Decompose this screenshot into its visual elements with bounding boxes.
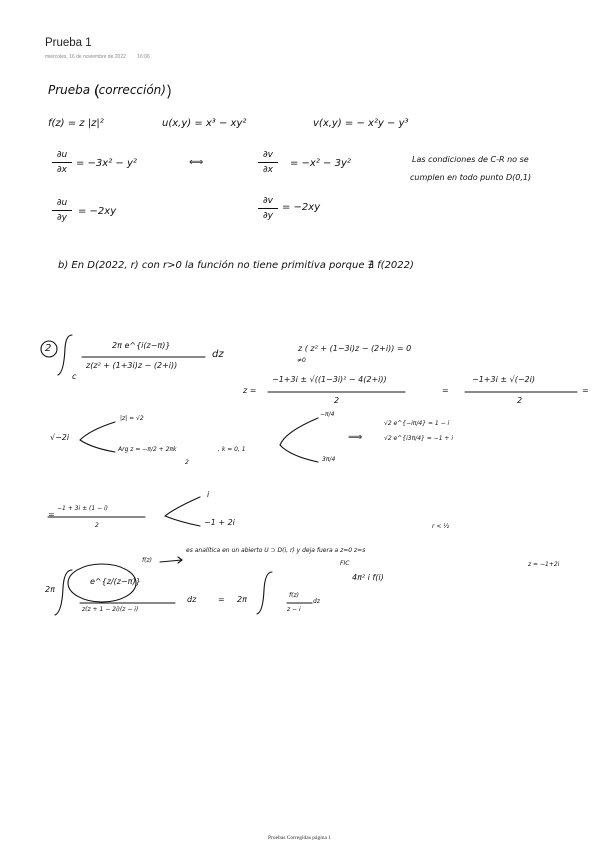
branch-k: , k = 0, 1 — [218, 446, 246, 453]
integral-1-denominator: z(z² + (1+3i)z − (2+i)) — [86, 361, 178, 370]
integral-2-dz: dz — [187, 595, 197, 604]
sqrt-label: √−2i — [50, 433, 70, 442]
page-time: 16:06 — [137, 54, 150, 60]
cr-note-1: Las condiciones de C-R no se — [412, 155, 529, 164]
roots-eq-end: = — [582, 386, 589, 395]
frac-du-dy: ∂u ∂y — [52, 198, 72, 223]
iff-symbol: ⟺ — [189, 157, 204, 168]
roots-denominator-2: 2 — [517, 396, 523, 405]
z-note: z = −1+2i — [528, 561, 560, 568]
line-fz: f(z) = z |z|² — [48, 118, 104, 129]
frac-dv-dy: ∂v ∂y — [258, 196, 278, 221]
integral-2-mid: 2π — [237, 595, 247, 604]
roots-numerator-2: −1+3i ± √(−2i) — [472, 375, 535, 384]
fic-label: FIC — [340, 560, 350, 567]
part-b-line: b) En D(2022, r) con r>0 la función no tiene primitiva porque ∄ f(2022) — [58, 260, 414, 271]
branch-modulus: |z| = √2 — [120, 415, 144, 422]
integral-3-icon — [257, 572, 272, 614]
branch-arg-den: 2 — [185, 459, 189, 466]
angle-2: 3π/4 — [322, 456, 336, 463]
frac-dv-dx: ∂v ∂x — [258, 150, 278, 175]
analytic-note: es analítica en un abierto U ⊃ D(i, r) y deja fuera a z=0 z=s — [186, 547, 366, 554]
solution-eq: = — [48, 510, 55, 519]
integral-1-icon — [58, 335, 72, 375]
roots-eq: = — [442, 386, 449, 395]
dv-dx-value: = −x² − 3y² — [290, 158, 351, 169]
fz-label: f(z) — [142, 557, 152, 564]
solution-denominator: 2 — [95, 522, 99, 529]
notes-heading: Prueba (corrección) — [48, 83, 166, 97]
roots-lhs: z = — [243, 386, 257, 395]
result-2: √2 e^{i3π/4} = −1 + i — [384, 435, 454, 442]
quadratic-z-nonzero: ≠0 — [297, 357, 306, 364]
line-v: v(x,y) = − x²y − y³ — [313, 118, 409, 129]
implies-symbol: ⟹ — [348, 432, 363, 443]
page-title: Prueba 1 — [45, 37, 92, 49]
line-u: u(x,y) = x³ − xy² — [162, 118, 247, 129]
angle-1: −π/4 — [320, 411, 335, 418]
r-note: r < ½ — [432, 523, 450, 530]
frac-du-dx: ∂u ∂x — [52, 150, 72, 175]
integral-2-eq: = — [218, 595, 225, 604]
solution-numerator: −1 + 3i ± (1 − i) — [57, 505, 109, 512]
branch-arg: Arg z = −π/2 + 2πk — [118, 446, 177, 453]
du-dx-value: = −3x² − y² — [76, 158, 137, 169]
result-1: √2 e^{−iπ/4} = 1 − i — [384, 420, 450, 427]
page-footer: Pruebas Corregidas página 1 — [267, 835, 332, 841]
integral-1-contour: c — [72, 372, 77, 381]
integral-2-dz2: dz — [313, 598, 320, 605]
integral-1-dz: dz — [212, 349, 224, 360]
integral-1-numerator: 2π e^{i(z−π)} — [112, 341, 171, 350]
circle-2-label: 2 — [45, 343, 52, 354]
cr-note-2: cumplen en todo punto D(0,1) — [410, 173, 532, 182]
solution-1: i — [207, 490, 210, 499]
roots-denominator: 2 — [334, 396, 340, 405]
integral-2-icon — [55, 570, 72, 615]
page-meta — [45, 54, 150, 60]
du-dy-value: = −2xy — [78, 206, 117, 217]
integral-2-prefix: 2π — [45, 585, 55, 594]
solution-2: −1 + 2i — [204, 518, 235, 527]
integral-2-frac-den: z − i — [287, 606, 301, 613]
integral-2-numerator: e^{z/(z−π)} — [90, 577, 141, 586]
quadratic-equation: z ( z² + (1−3i)z − (2+i)) = 0 — [298, 344, 412, 353]
page-date: miércoles, 16 de noviembre de 2022 — [45, 54, 126, 60]
integral-2-frac-num: f(z) — [289, 592, 299, 599]
integral-2-denominator: z(z + 1 − 2i)(z − i) — [82, 606, 139, 613]
final-result: 4π² i f(i) — [352, 573, 384, 582]
dv-dy-value: = −2xy — [282, 202, 321, 213]
roots-numerator: −1+3i ± √((1−3i)² − 4(2+i)) — [272, 375, 387, 384]
